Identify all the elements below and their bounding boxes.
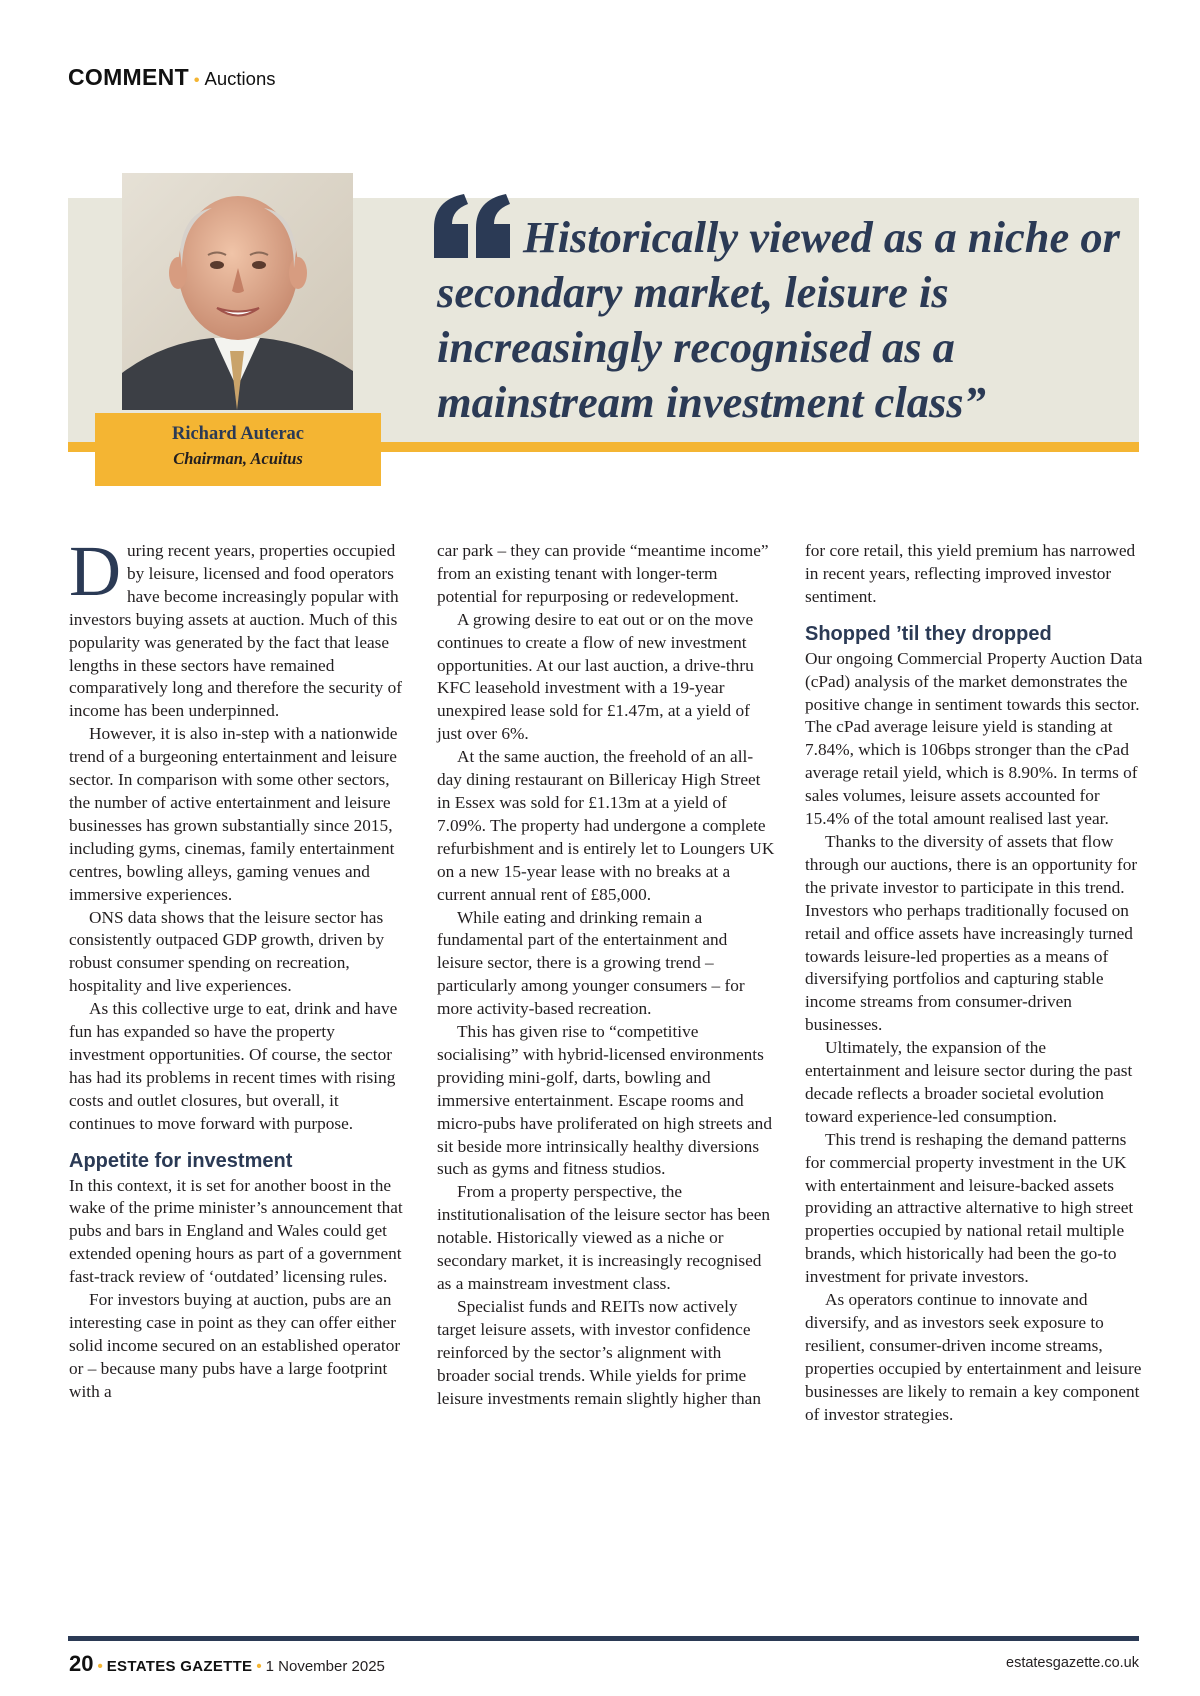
- separator-dot: •: [256, 1658, 262, 1675]
- paragraph: Our ongoing Commercial Property Auction Data (cPad) analysis of the market demonstrates the positive change in sentiment towards this sector. The cPad average leisure yield is standing at 7.84%, which is 106bps stronger than the cPad average retail yield, which is 8.90%. In terms of sales volumes, leisure assets accounted for 15.4% of the total amount realised last year.: [805, 648, 1143, 829]
- section-subtitle: Auctions: [204, 68, 276, 89]
- article-column-1: [69, 531, 409, 1404]
- paragraph-text: uring recent years, properties occupied by leisure, licensed and food operators have become increasingly popular with investors buying assets at auction. Much of this popularity was generated by the fact that lease lengths in these sectors have remained comparatively long and therefore the security of income has been underpinned.: [69, 541, 403, 721]
- paragraph: In this context, it is set for another boost in the wake of the prime minister’s announcement that pubs and bars in England and Wales could get extended opening hours as part of a government fast-track review of ‘outdated’ licensing rules.: [69, 1175, 403, 1287]
- paragraph: ONS data shows that the leisure sector has consistently outpaced GDP growth, driven by robust consumer spending on recreation, hospitality and live experiences.: [69, 907, 385, 996]
- subheading-appetite: Appetite for investment: [69, 1149, 293, 1172]
- paragraph: This has given rise to “competitive socialising” with hybrid-licensed environments providing mini-golf, darts, bowling and immersive entertainment. Escape rooms and micro-pubs have proliferated on high streets and sit beside more intrinsically healthy diversions such as gyms and fitness studios.: [437, 1022, 772, 1179]
- paragraph: This trend is reshaping the demand patterns for commercial property investment in the UK with entertainment and leisure-backed assets providing an attractive alternative to high street properties occupied by national retail multiple brands, which historically had been the go-to investment for private investors.: [805, 1129, 1134, 1287]
- drop-cap: D: [69, 531, 121, 611]
- paragraph: As operators continue to innovate and diversify, and as investors seek exposure to resilient, consumer-driven income streams, properties occupied by entertainment and leisure businesses are likely to remain a key component of investor strategies.: [805, 1290, 1142, 1424]
- author-role: Chairman, Acuitus: [173, 449, 303, 468]
- section-title: COMMENT: [68, 64, 189, 90]
- paragraph: However, it is also in-step with a nationwide trend of a burgeoning entertainment and leisure sector. In comparison with some other sectors, the number of active entertainment and leisure businesses has grown substantially since 2015, including gyms, cinemas, family entertainment centres, bowling alleys, gaming venues and immersive experiences.: [69, 724, 398, 904]
- article-column-3: [805, 540, 1145, 1427]
- footer-url: estatesgazette.co.uk: [1006, 1655, 1139, 1671]
- paragraph: At the same auction, the freehold of an all-day dining restaurant on Billericay High Street in Essex was sold for £1.13m at a yield of 7.09%. The property had undergone a complete refurbishment and is entirely let to Loungers UK on a new 15-year lease with no breaks at a current annual rent of £85,000.: [437, 747, 775, 904]
- footer-rule: [68, 1636, 1139, 1641]
- author-portrait-image: [122, 173, 353, 410]
- article-column-2: [437, 540, 777, 1410]
- paragraph: Specialist funds and REITs now actively target leisure assets, with investor confidence reinforced by the sector’s alignment with broader social trends. While yields for prime leisure investments remain slightly higher than: [437, 1296, 761, 1408]
- paragraph: car park – they can provide “meantime income” from an existing tenant with longer-term potential for repurposing or redevelopment.: [437, 541, 769, 606]
- author-name: Richard Auterac: [171, 424, 305, 444]
- paragraph: for core retail, this yield premium has narrowed in recent years, reflecting improved investor sentiment.: [805, 541, 1136, 606]
- pull-quote-text: Historically viewed as a niche or secondary market, leisure is increasingly recognised as a mainstream investment class”: [437, 212, 1120, 427]
- author-portrait: [122, 173, 353, 410]
- separator-dot: •: [193, 72, 200, 89]
- footer-folio: [69, 1651, 385, 1677]
- paragraph: For investors buying at auction, pubs are an interesting case in point as they can offer either solid income secured on an established operator or – because many pubs have a large footprint with a: [69, 1290, 401, 1401]
- section-header: [68, 64, 276, 91]
- paragraph: From a property perspective, the institutionalisation of the leisure sector has been notable. Historically viewed as a niche or secondary market, it is increasingly recognised as a mainstream investment class.: [437, 1182, 771, 1293]
- page-number: 20: [69, 1651, 94, 1676]
- paragraph: As this collective urge to eat, drink and have fun has expanded so have the property investment opportunities. Of course, the sector has had its problems in recent times with rising costs and outlet closures, but overall, it continues to move forward with purpose.: [69, 999, 398, 1133]
- pull-quote: [437, 210, 1137, 430]
- paragraph: Thanks to the diversity of assets that flow through our auctions, there is an opportunity for the private investor to participate in this trend. Investors who perhaps traditionally focused on retail and office assets have increasingly turned towards leisure-led properties as a means of diversifying portfolios and capturing stable income streams from consumer-driven businesses.: [805, 831, 1138, 1035]
- paragraph: A growing desire to eat out or on the move continues to create a flow of new investment opportunities. At our last auction, a drive-thru KFC leasehold investment with a 19-year unexpired lease sold for £1.47m, at a yield of just over 6%.: [437, 609, 754, 744]
- publication-name: ESTATES GAZETTE: [106, 1658, 253, 1675]
- separator-dot: •: [97, 1658, 103, 1675]
- issue-date: 1 November 2025: [265, 1658, 385, 1675]
- paragraph: [69, 531, 409, 723]
- paragraph: Ultimately, the expansion of the entertainment and leisure sector during the past decade reflects a broader societal evolution toward experience-led consumption.: [805, 1038, 1133, 1126]
- subheading-shopped: Shopped ’til they dropped: [805, 622, 1052, 645]
- paragraph: While eating and drinking remain a fundamental part of the entertainment and leisure sector, there is a growing trend – particularly among younger consumers – for more activity-based recreation.: [437, 907, 745, 1019]
- author-caption: [95, 413, 381, 486]
